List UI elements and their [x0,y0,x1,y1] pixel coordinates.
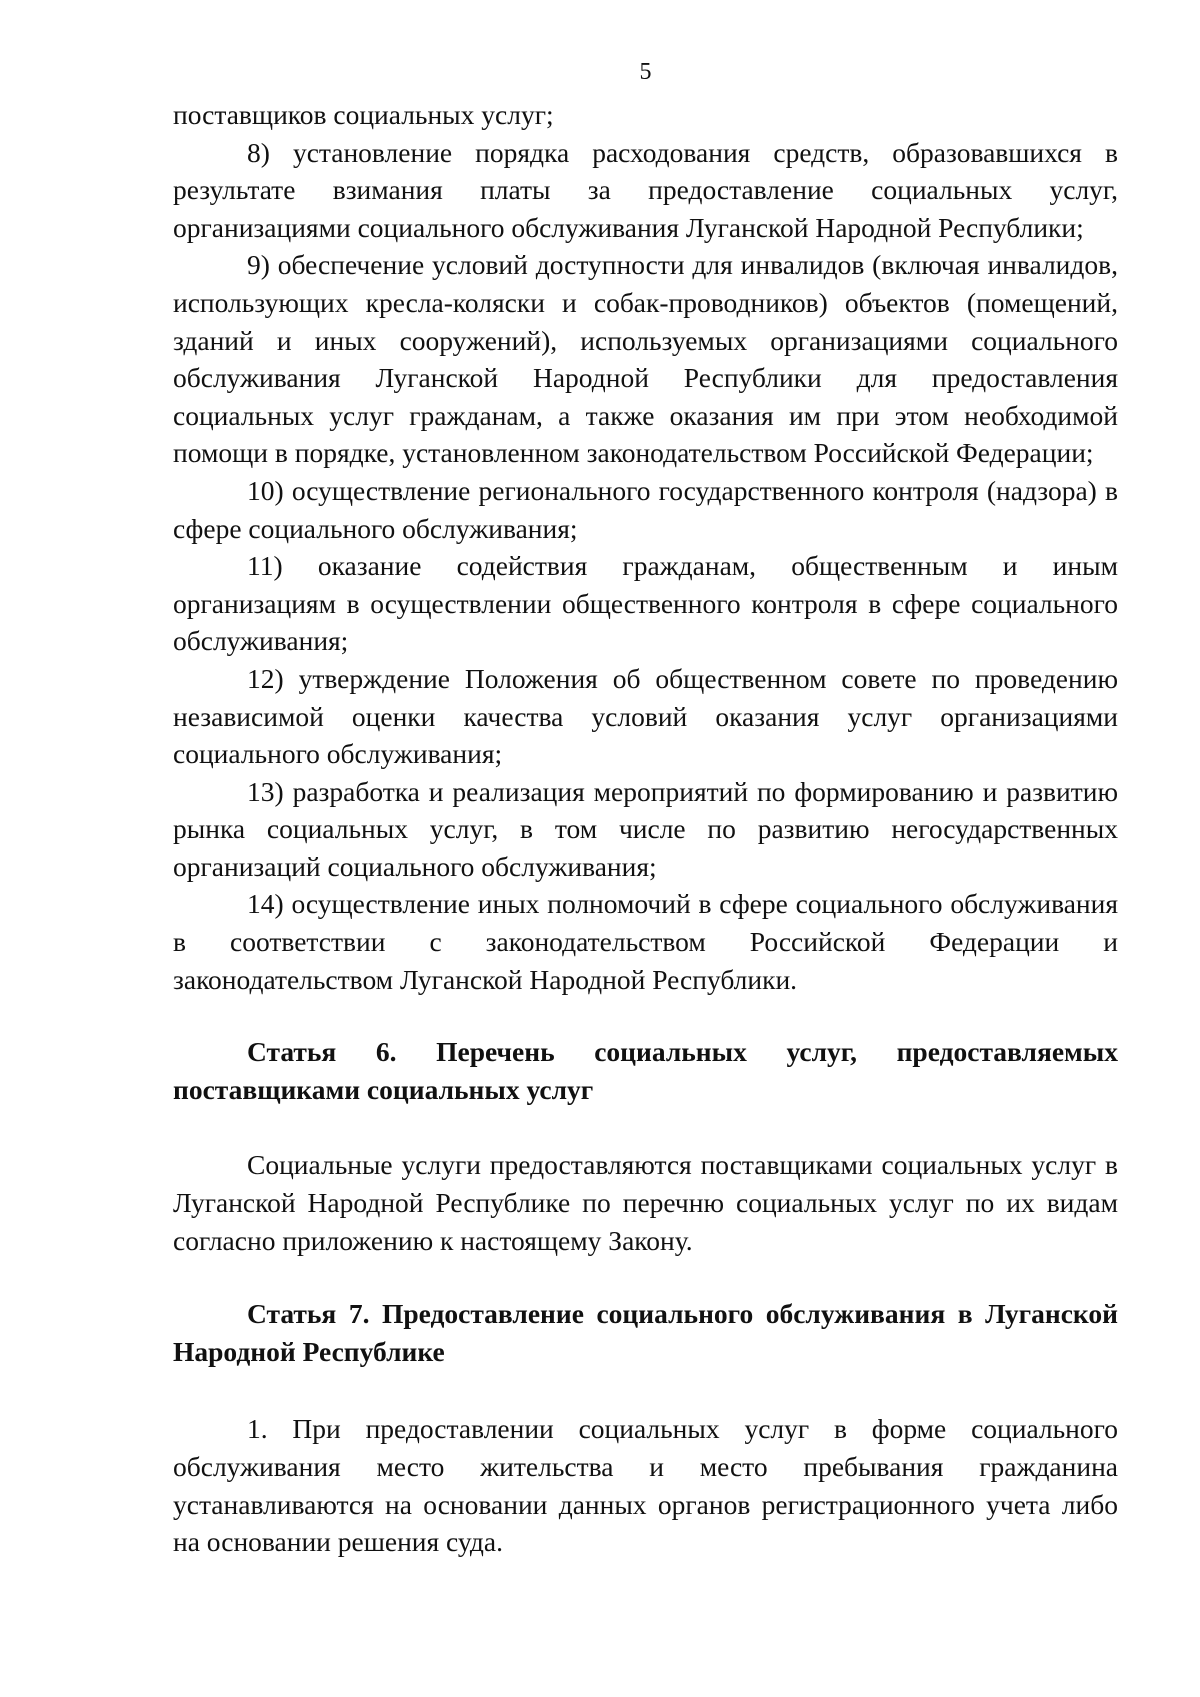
article-7-text: 1. При предоставлении социальных услуг в форме социального обслуживания место жительства и место пребывания гражданина устанавливаются на основании данных органов регистрационного учета либо на основании решения суда. [173,1413,1118,1558]
article-7-heading: Статья 7. Предоставление социального обслуживания в Луганской Народной Республике [173,1298,1118,1367]
document-page [173,52,1118,1561]
list-item-14: 14) осуществление иных полномочий в сфере социального обслуживания в соответствии с законодательством Российской Федерации и законодательством Луганской Народной Республики. [173,888,1118,995]
paragraph-continuation: поставщиков социальных услуг; [173,99,554,130]
list-item-11: 11) оказание содействия гражданам, общественным и иным организациям в осуществлении общественного контроля в сфере социального обслуживания; [173,550,1118,657]
list-item-8: 8) установление порядка расходования средств, образовавшихся в результате взимания платы за предоставление социальных услуг, организациями социального обслуживания Луганской Народной Республики; [173,136,1118,243]
list-item-13: 13) разработка и реализация мероприятий по формированию и развитию рынка социальных услуг, в том числе по развитию негосударственных организаций социального обслуживания; [173,775,1118,882]
page-number: 5 [639,59,652,85]
article-6-heading: Статья 6. Перечень социальных услуг, предоставляемых поставщиками социальных услуг [173,1036,1118,1105]
article-6-text: Социальные услуги предоставляются поставщиками социальных услуг в Луганской Народной Республике по перечню социальных услуг по их видам согласно приложению к настоящему Закону. [173,1149,1118,1256]
list-item-12: 12) утверждение Положения об общественном совете по проведению независимой оценки качества условий оказания услуг организациями социального обслуживания; [173,662,1118,770]
list-item-10: 10) осуществление регионального государственного контроля (надзора) в сфере социального обслуживания; [173,474,1118,544]
list-item-9: 9) обеспечение условий доступности для инвалидов (включая инвалидов, использующих кресла-коляски и собак-проводников) объектов (помещений, зданий и иных сооружений), используемых организациями социального обслуживания Луганской Народной Республики для предоставления социальных услуг гражданам, а также оказания им при этом необходимой помощи в порядке, установленном законодательством Российской Федерации; [173,249,1118,469]
